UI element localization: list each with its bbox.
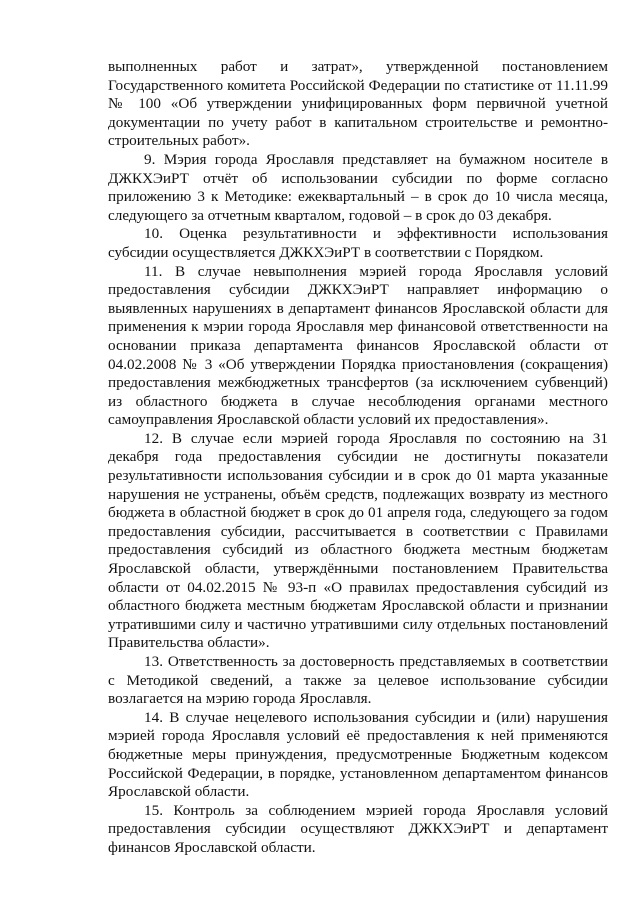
paragraph-14: 14. В случае нецелевого использования субсидии и (или) нарушения мэрией города Ярославля условий её предоставления к ней применяются бюджетные меры принуждения, предусмотренные Бюджетным кодексом Российской Федерации, в порядке, установленном департаментом финансов Ярославской области. <box>108 708 608 801</box>
paragraph-11: 11. В случае невыполнения мэрией города Ярославля условий предоставления субсидии ДЖКХЭиРТ направляет информацию о выявленных нарушениях в департамент финансов Ярославской области для применения к мэрии города Ярославля мер финансовой ответственности на основании приказа департамента финансов Ярославской области от 04.02.2008 № 3 «Об утверждении Порядка приостановления (сокращения) предоставления межбюджетных трансфертов (за исключением субвенций) из областного бюджета в случае несоблюдения органами местного самоуправления Ярославской области условий их предоставления». <box>108 262 608 429</box>
paragraph-9: 9. Мэрия города Ярославля представляет на бумажном носителе в ДЖКХЭиРТ отчёт об использовании субсидии по форме согласно приложению 3 к Методике: ежеквартальный – в срок до 10 числа месяца, следующего за отчетным кварталом, годовой – в срок до 03 декабря. <box>108 150 608 224</box>
paragraph-12: 12. В случае если мэрией города Ярославля по состоянию на 31 декабря года предоставления субсидии не достигнуты показатели результативности использования субсидии и в срок до 01 марта указанные нарушения не устранены, объём средств, подлежащих возврату из местного бюджета в областной бюджет в срок до 01 апреля года, следующего за годом предоставления субсидии, рассчитывается в соответствии с Правилами предоставления субсидий из областного бюджета местным бюджетам Ярославской области, утверждёнными постановлением Правительства области от 04.02.2015 № 93-п «О правилах предоставления субсидий из областного бюджета местным бюджетам Ярославской области и признании утратившими силу и частично утратившими силу отдельных постановлений Правительства области». <box>108 429 608 652</box>
paragraph-13: 13. Ответственность за достоверность представляемых в соответствии с Методикой сведений, а также за целевое использование субсидии возлагается на мэрию города Ярославля. <box>108 653 608 708</box>
paragraph-10: 10. Оценка результативности и эффективности использования субсидии осуществляется ДЖКХЭиРТ в соответствии с Порядком. <box>108 225 608 261</box>
document-body <box>108 58 608 858</box>
paragraph-15: 15. Контроль за соблюдением мэрией города Ярославля условий предоставления субсидии осуществляют ДЖКХЭиРТ и департамент финансов Ярославской области. <box>108 801 608 856</box>
paragraph-continuation: выполненных работ и затрат», утвержденной постановлением Государственного комитета Российской Федерации по статистике от 11.11.99 № 100 «Об утверждении унифицированных форм первичной учетной документации по учету работ в капитальном строительстве и ремонтно-строительных работ». <box>108 58 608 150</box>
